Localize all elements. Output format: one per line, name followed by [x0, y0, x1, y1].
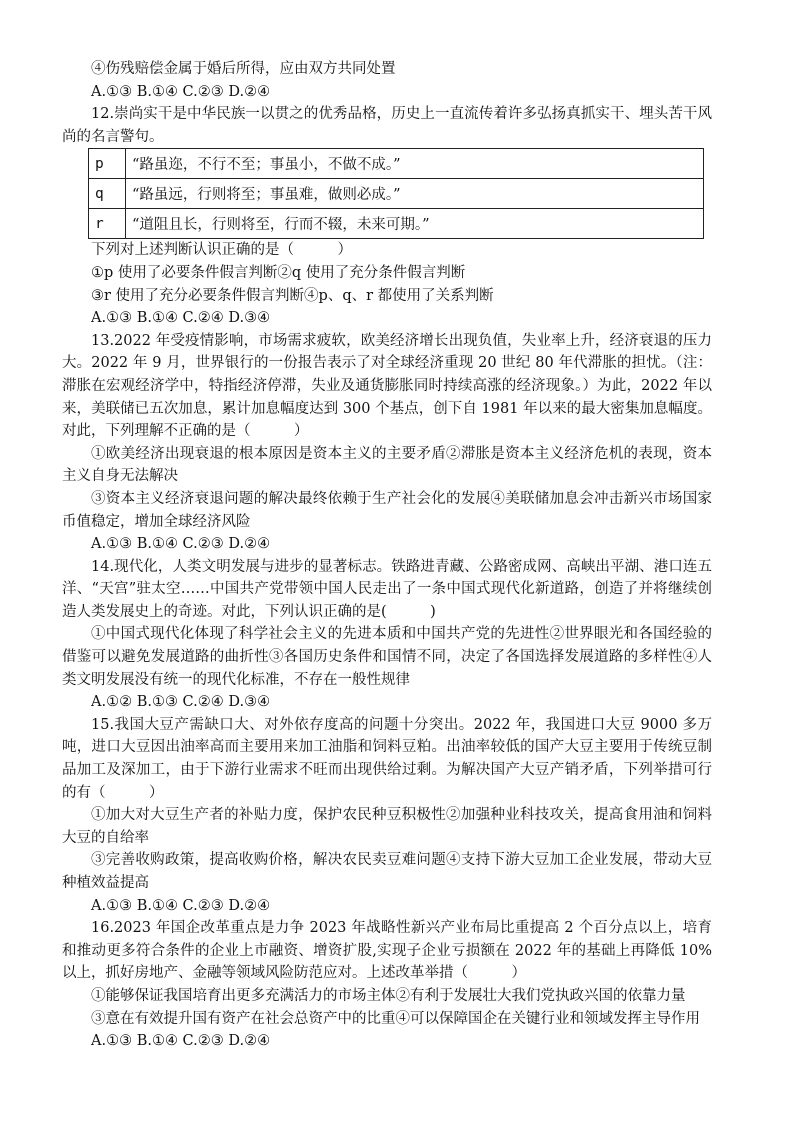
q12-quote-table [88, 148, 704, 239]
q14-items: ①中国式现代化体现了科学社会主义的先进本质和中国共产党的先进性②世界眼光和各国经验的借鉴可以避免发展道路的曲折性③各国历史条件和国情不同，决定了各国选择发展道路的多样性④人类文明发展没有统一的现代化标准，不存在一般性规律 [62, 626, 712, 688]
q11-item-4: ④伤残赔偿金属于婚后所得，应由双方共同处置 [91, 61, 396, 77]
table-row [89, 149, 704, 179]
q16-items-1: ①能够保证我国培育出更多充满活力的市场主体②有利于发展壮大我们党执政兴国的依靠力量 [91, 987, 686, 1004]
table-row [89, 209, 704, 239]
table-row [89, 179, 704, 209]
q15-items-2: ③完善收购政策，提高收购价格，解决农民卖豆难问题④支持下游大豆加工企业发展，带动大豆种植效益提高 [62, 852, 712, 891]
q14-options: A.①② B.①③ C.②④ D.③④ [91, 694, 271, 711]
q14-stem: 14.现代化，人类文明发展与进步的显著标志。铁路进青藏、公路密成网、高峡出平湖、港口连五洋、“天宫”驻太空……中国共产党带领中国人民走出了一条中国式现代化新道路，创造了并将继续创造人类发展史上的奇迹。对此，下列认识正确的是( ) [62, 558, 712, 620]
q16-options: A.①③ B.①④ C.②③ D.②④ [91, 1033, 271, 1050]
q11-options: A.①③ B.①④ C.②③ D.②④ [91, 83, 271, 100]
quote-label-r: r [89, 209, 126, 239]
q13-items-2: ③资本主义经济衰退问题的解决最终依赖于生产社会化的发展④美联储加息会冲击新兴市场国家币值稳定，增加全球经济风险 [62, 490, 712, 530]
q13-items-1: ①欧美经济出现衰退的根本原因是资本主义的主要矛盾②滞胀是资本主义经济危机的表现，资本主义自身无法解决 [62, 445, 712, 485]
q15-options: A.①③ B.①④ C.②③ D.②④ [91, 897, 271, 914]
page-content [62, 58, 712, 1053]
q12-prompt: 下列对上述判断认识正确的是（ ） [91, 242, 352, 259]
quote-text-p: “路虽迩，不行不至；事虽小，不做不成。” [126, 149, 704, 179]
quote-label-p: p [89, 149, 126, 179]
q12-items-2: ③r 使用了充分必要条件假言判断④p、q、r 都使用了关系判断 [91, 287, 494, 304]
q16-stem: 16.2023 年国企改革重点是力争 2023 年战略性新兴产业布局比重提高 2 个百分点以上，培育和推动更多符合条件的企业上市融资、增资扩股,实现子企业亏损额在 2022 年的基础上再降低 10%以上，抓好房地产、金融等领域风险防范应对。上述改革举措（ ） [62, 920, 712, 982]
quote-text-q: “路虽远，行则将至；事虽难，做则必成。” [126, 179, 704, 209]
q13-stem: 13.2022 年受疫情影响，市场需求疲软，欧美经济增长出现负值，失业率上升，经济衰退的压力大。2022 年 9 月，世界银行的一份报告表示了对全球经济重现 20 世纪 80 年代滞胀的担忧。（注：滞胀在宏观经济学中，特指经济停滞，失业及通货膨胀同时持续高涨的经济现象。）为此，2022 年以来，美联储已五次加息，累计加息幅度达到 300 个基点，创下自 1981 年以来的最大密集加息幅度。对此，下列理解不正确的是（ ） [62, 332, 712, 440]
q15-items-1: ①加大对大豆生产者的补贴力度，保护农民种豆积极性②加强种业科技攻关，提高食用油和饲料大豆的自给率 [62, 807, 712, 846]
q12-stem: 12.崇尚实干是中华民族一以贯之的优秀品格，历史上一直流传着许多弘扬真抓实干、埋头苦干风尚的名言警句。 [62, 106, 712, 145]
q12-items-1: ①p 使用了必要条件假言判断②q 使用了充分条件假言判断 [91, 264, 466, 281]
quote-label-q: q [89, 179, 126, 209]
quote-text-r: “道阻且长，行则将至，行而不辍，未来可期。” [126, 209, 704, 239]
q16-items-2: ③意在有效提升国有资产在社会总资产中的比重④可以保障国企在关键行业和领域发挥主导作用 [91, 1010, 700, 1027]
q13-options: A.①③ B.①④ C.②③ D.②④ [91, 536, 271, 553]
q12-options: A.①③ B.①④ C.②④ D.③④ [91, 310, 271, 327]
q15-stem: 15.我国大豆产需缺口大、对外依存度高的问题十分突出。2022 年，我国进口大豆 9000 多万吨，进口大豆因出油率高而主要用来加工油脂和饲料豆粕。出油率较低的国产大豆主要用于传统豆制品加工及深加工，由于下游行业需求不旺而出现供给过剩。为解决国产大豆产销矛盾，下列举措可行的有（ ） [62, 716, 712, 801]
